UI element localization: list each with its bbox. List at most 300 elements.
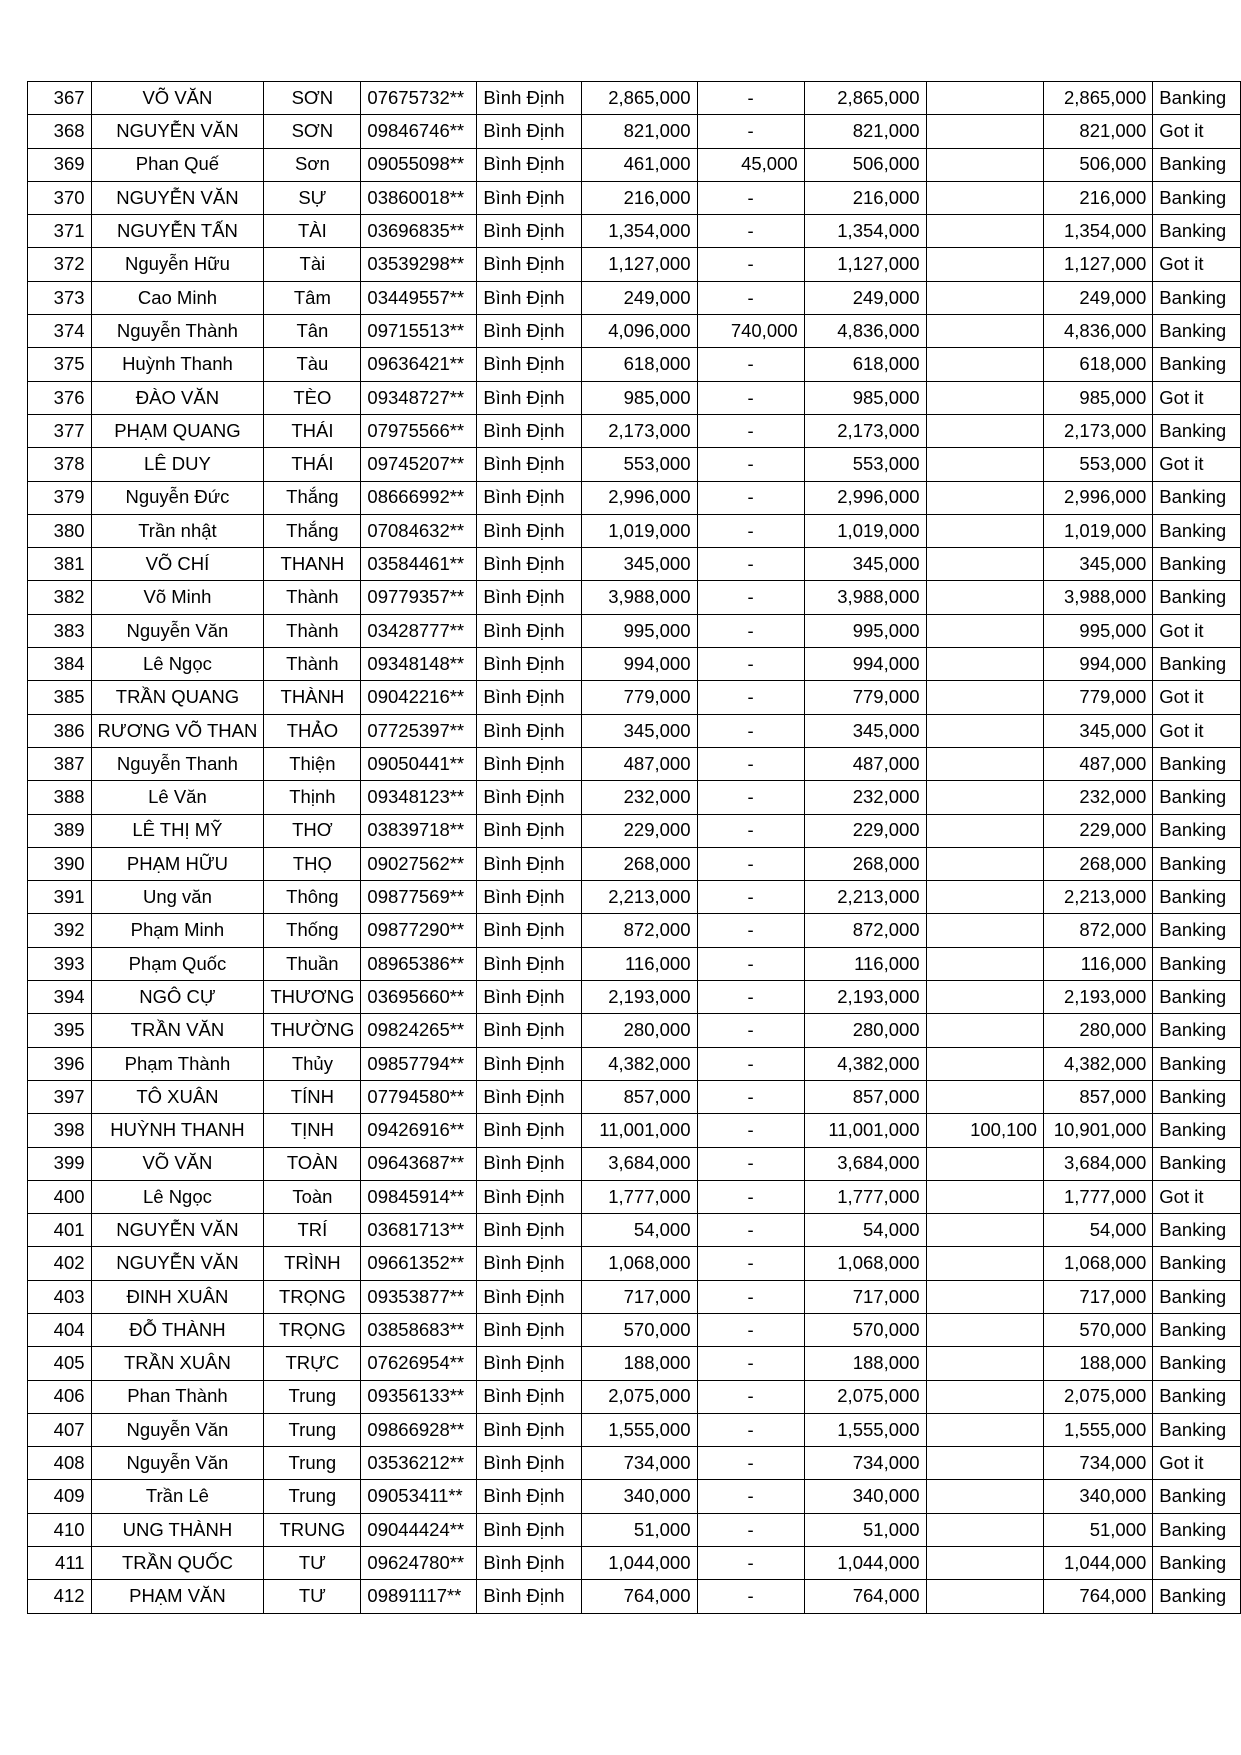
cell-phone-number: 09050441** (361, 747, 477, 780)
cell-province: Bình Định (477, 1280, 581, 1313)
cell-deduction (926, 881, 1043, 914)
cell-family-name: Nguyễn Thanh (91, 747, 264, 780)
cell-bonus: - (697, 1480, 804, 1513)
table-row (28, 781, 1241, 814)
cell-net-amount: 1,777,000 (1043, 1180, 1152, 1213)
cell-phone-number: 09877569** (361, 881, 477, 914)
cell-deduction (926, 1247, 1043, 1280)
cell-payment-method: Banking (1153, 1147, 1241, 1180)
cell-payment-method: Banking (1153, 148, 1241, 181)
cell-deduction (926, 814, 1043, 847)
cell-amount: 994,000 (581, 648, 697, 681)
cell-given-name: THƯỜNG (264, 1014, 361, 1047)
cell-family-name: Huỳnh Thanh (91, 348, 264, 381)
cell-payment-method: Banking (1153, 281, 1241, 314)
cell-bonus: - (697, 714, 804, 747)
cell-net-amount: 570,000 (1043, 1313, 1152, 1346)
cell-province: Bình Định (477, 1413, 581, 1446)
cell-payment-method: Banking (1153, 814, 1241, 847)
cell-bonus: - (697, 747, 804, 780)
cell-amount: 717,000 (581, 1280, 697, 1313)
cell-row-number: 409 (28, 1480, 92, 1513)
cell-net-amount: 1,354,000 (1043, 215, 1152, 248)
cell-amount: 1,127,000 (581, 248, 697, 281)
cell-given-name: Trung (264, 1413, 361, 1446)
cell-family-name: Nguyễn Hữu (91, 248, 264, 281)
cell-phone-number: 09866928** (361, 1413, 477, 1446)
cell-payment-method: Banking (1153, 82, 1241, 115)
cell-deduction (926, 82, 1043, 115)
cell-province: Bình Định (477, 781, 581, 814)
cell-given-name: Thành (264, 614, 361, 647)
cell-family-name: Phạm Quốc (91, 947, 264, 980)
cell-net-amount: 4,836,000 (1043, 315, 1152, 348)
table-row (28, 914, 1241, 947)
cell-province: Bình Định (477, 714, 581, 747)
cell-province: Bình Định (477, 1447, 581, 1480)
cell-phone-number: 09348148** (361, 648, 477, 681)
cell-deduction (926, 1047, 1043, 1080)
cell-bonus: 45,000 (697, 148, 804, 181)
cell-subtotal: 2,996,000 (804, 481, 926, 514)
cell-bonus: - (697, 1014, 804, 1047)
cell-family-name: Lê Văn (91, 781, 264, 814)
cell-amount: 268,000 (581, 847, 697, 880)
cell-payment-method: Banking (1153, 1480, 1241, 1513)
cell-family-name: Lê Ngọc (91, 648, 264, 681)
cell-family-name: NGÔ CỰ (91, 981, 264, 1014)
cell-bonus: - (697, 1047, 804, 1080)
cell-bonus: - (697, 648, 804, 681)
cell-net-amount: 2,213,000 (1043, 881, 1152, 914)
cell-family-name: TRẦN VĂN (91, 1014, 264, 1047)
cell-net-amount: 216,000 (1043, 181, 1152, 214)
cell-net-amount: 872,000 (1043, 914, 1152, 947)
cell-province: Bình Định (477, 448, 581, 481)
table-row (28, 947, 1241, 980)
cell-subtotal: 2,193,000 (804, 981, 926, 1014)
cell-phone-number: 09356133** (361, 1380, 477, 1413)
cell-amount: 340,000 (581, 1480, 697, 1513)
cell-amount: 216,000 (581, 181, 697, 214)
cell-row-number: 394 (28, 981, 92, 1014)
cell-subtotal: 1,555,000 (804, 1413, 926, 1446)
cell-phone-number: 03839718** (361, 814, 477, 847)
cell-row-number: 377 (28, 414, 92, 447)
cell-province: Bình Định (477, 1347, 581, 1380)
cell-family-name: Cao Minh (91, 281, 264, 314)
cell-province: Bình Định (477, 548, 581, 581)
cell-deduction (926, 348, 1043, 381)
table-row (28, 248, 1241, 281)
cell-bonus: - (697, 581, 804, 614)
cell-amount: 1,777,000 (581, 1180, 697, 1213)
cell-subtotal: 995,000 (804, 614, 926, 647)
cell-net-amount: 232,000 (1043, 781, 1152, 814)
cell-given-name: THƯƠNG (264, 981, 361, 1014)
cell-net-amount: 1,019,000 (1043, 514, 1152, 547)
table-row (28, 747, 1241, 780)
cell-payment-method: Banking (1153, 1247, 1241, 1280)
cell-net-amount: 3,988,000 (1043, 581, 1152, 614)
cell-deduction (926, 847, 1043, 880)
cell-row-number: 401 (28, 1214, 92, 1247)
cell-family-name: TRẦN XUÂN (91, 1347, 264, 1380)
cell-deduction (926, 1180, 1043, 1213)
cell-deduction (926, 747, 1043, 780)
cell-amount: 985,000 (581, 381, 697, 414)
cell-family-name: ĐINH XUÂN (91, 1280, 264, 1313)
cell-family-name: Nguyễn Thành (91, 315, 264, 348)
cell-payment-method: Banking (1153, 648, 1241, 681)
cell-row-number: 400 (28, 1180, 92, 1213)
cell-bonus: - (697, 1280, 804, 1313)
cell-given-name: TRÌNH (264, 1247, 361, 1280)
cell-phone-number: 09891117** (361, 1580, 477, 1613)
cell-province: Bình Định (477, 215, 581, 248)
cell-payment-method: Banking (1153, 1380, 1241, 1413)
cell-subtotal: 2,865,000 (804, 82, 926, 115)
cell-net-amount: 717,000 (1043, 1280, 1152, 1313)
cell-subtotal: 345,000 (804, 548, 926, 581)
cell-province: Bình Định (477, 681, 581, 714)
cell-row-number: 380 (28, 514, 92, 547)
cell-given-name: SƠN (264, 115, 361, 148)
table-row (28, 1580, 1241, 1613)
cell-amount: 345,000 (581, 714, 697, 747)
cell-payment-method: Banking (1153, 1547, 1241, 1580)
cell-given-name: SỰ (264, 181, 361, 214)
cell-row-number: 381 (28, 548, 92, 581)
cell-phone-number: 09824265** (361, 1014, 477, 1047)
cell-province: Bình Định (477, 1147, 581, 1180)
cell-province: Bình Định (477, 514, 581, 547)
cell-given-name: TOÀN (264, 1147, 361, 1180)
cell-bonus: - (697, 947, 804, 980)
cell-given-name: TỊNH (264, 1114, 361, 1147)
cell-family-name: TRẦN QUỐC (91, 1547, 264, 1580)
cell-province: Bình Định (477, 881, 581, 914)
cell-subtotal: 232,000 (804, 781, 926, 814)
table-row (28, 381, 1241, 414)
cell-given-name: Trung (264, 1480, 361, 1513)
cell-family-name: Lê Ngọc (91, 1180, 264, 1213)
cell-bonus: - (697, 1547, 804, 1580)
cell-phone-number: 03858683** (361, 1313, 477, 1346)
cell-deduction (926, 614, 1043, 647)
cell-deduction (926, 315, 1043, 348)
table-row (28, 548, 1241, 581)
table-row (28, 1014, 1241, 1047)
cell-deduction (926, 714, 1043, 747)
cell-payment-method: Banking (1153, 1014, 1241, 1047)
cell-subtotal: 553,000 (804, 448, 926, 481)
cell-row-number: 385 (28, 681, 92, 714)
cell-subtotal: 2,173,000 (804, 414, 926, 447)
cell-net-amount: 506,000 (1043, 148, 1152, 181)
cell-amount: 995,000 (581, 614, 697, 647)
cell-row-number: 412 (28, 1580, 92, 1613)
cell-phone-number: 09846746** (361, 115, 477, 148)
cell-phone-number: 03536212** (361, 1447, 477, 1480)
cell-net-amount: 618,000 (1043, 348, 1152, 381)
cell-province: Bình Định (477, 1214, 581, 1247)
cell-province: Bình Định (477, 115, 581, 148)
cell-bonus: - (697, 1513, 804, 1546)
cell-family-name: VÕ CHÍ (91, 548, 264, 581)
cell-family-name: TÔ XUÂN (91, 1080, 264, 1113)
table-row (28, 1447, 1241, 1480)
cell-net-amount: 4,382,000 (1043, 1047, 1152, 1080)
cell-net-amount: 229,000 (1043, 814, 1152, 847)
cell-bonus: - (697, 548, 804, 581)
cell-phone-number: 09027562** (361, 847, 477, 880)
cell-province: Bình Định (477, 1047, 581, 1080)
cell-net-amount: 3,684,000 (1043, 1147, 1152, 1180)
cell-payment-method: Got it (1153, 115, 1241, 148)
cell-row-number: 407 (28, 1413, 92, 1446)
cell-given-name: Tâm (264, 281, 361, 314)
cell-province: Bình Định (477, 315, 581, 348)
cell-family-name: PHẠM HỮU (91, 847, 264, 880)
cell-province: Bình Định (477, 747, 581, 780)
cell-row-number: 391 (28, 881, 92, 914)
cell-given-name: Trung (264, 1447, 361, 1480)
cell-amount: 734,000 (581, 1447, 697, 1480)
cell-deduction (926, 381, 1043, 414)
cell-row-number: 379 (28, 481, 92, 514)
cell-family-name: Nguyễn Văn (91, 1413, 264, 1446)
cell-province: Bình Định (477, 648, 581, 681)
table-row (28, 581, 1241, 614)
cell-subtotal: 1,068,000 (804, 1247, 926, 1280)
table-row (28, 881, 1241, 914)
cell-payment-method: Banking (1153, 1114, 1241, 1147)
cell-given-name: TƯ (264, 1580, 361, 1613)
cell-bonus: - (697, 1147, 804, 1180)
cell-subtotal: 779,000 (804, 681, 926, 714)
cell-row-number: 371 (28, 215, 92, 248)
cell-amount: 229,000 (581, 814, 697, 847)
cell-row-number: 396 (28, 1047, 92, 1080)
cell-bonus: - (697, 1380, 804, 1413)
cell-given-name: Sơn (264, 148, 361, 181)
cell-subtotal: 11,001,000 (804, 1114, 926, 1147)
table-row (28, 414, 1241, 447)
cell-subtotal: 1,354,000 (804, 215, 926, 248)
cell-phone-number: 09857794** (361, 1047, 477, 1080)
cell-amount: 116,000 (581, 947, 697, 980)
table-row (28, 315, 1241, 348)
cell-row-number: 390 (28, 847, 92, 880)
cell-subtotal: 1,777,000 (804, 1180, 926, 1213)
cell-given-name: Thông (264, 881, 361, 914)
cell-subtotal: 764,000 (804, 1580, 926, 1613)
cell-given-name: Thắng (264, 514, 361, 547)
cell-net-amount: 994,000 (1043, 648, 1152, 681)
cell-deduction (926, 281, 1043, 314)
cell-row-number: 383 (28, 614, 92, 647)
cell-family-name: ĐÀO VĂN (91, 381, 264, 414)
cell-given-name: Thiện (264, 747, 361, 780)
cell-given-name: Trung (264, 1380, 361, 1413)
cell-deduction (926, 148, 1043, 181)
cell-payment-method: Got it (1153, 681, 1241, 714)
cell-phone-number: 09426916** (361, 1114, 477, 1147)
cell-net-amount: 1,555,000 (1043, 1413, 1152, 1446)
cell-given-name: Tân (264, 315, 361, 348)
cell-given-name: TÍNH (264, 1080, 361, 1113)
cell-subtotal: 734,000 (804, 1447, 926, 1480)
cell-deduction (926, 1214, 1043, 1247)
cell-deduction (926, 1580, 1043, 1613)
cell-row-number: 382 (28, 581, 92, 614)
cell-deduction (926, 1014, 1043, 1047)
cell-row-number: 392 (28, 914, 92, 947)
cell-payment-method: Banking (1153, 1280, 1241, 1313)
cell-bonus: - (697, 215, 804, 248)
cell-deduction (926, 914, 1043, 947)
cell-bonus: - (697, 448, 804, 481)
cell-province: Bình Định (477, 1513, 581, 1546)
cell-family-name: LÊ DUY (91, 448, 264, 481)
cell-given-name: THANH (264, 548, 361, 581)
cell-deduction (926, 1547, 1043, 1580)
cell-bonus: - (697, 1214, 804, 1247)
cell-subtotal: 268,000 (804, 847, 926, 880)
cell-payment-method: Got it (1153, 1447, 1241, 1480)
cell-province: Bình Định (477, 82, 581, 115)
cell-amount: 3,988,000 (581, 581, 697, 614)
cell-amount: 3,684,000 (581, 1147, 697, 1180)
cell-bonus: - (697, 614, 804, 647)
cell-province: Bình Định (477, 1547, 581, 1580)
cell-given-name: TRỌNG (264, 1280, 361, 1313)
cell-given-name: THÀNH (264, 681, 361, 714)
cell-row-number: 406 (28, 1380, 92, 1413)
cell-given-name: THÁI (264, 414, 361, 447)
cell-deduction (926, 1513, 1043, 1546)
cell-subtotal: 340,000 (804, 1480, 926, 1513)
cell-family-name: TRẦN QUANG (91, 681, 264, 714)
cell-row-number: 370 (28, 181, 92, 214)
cell-subtotal: 4,382,000 (804, 1047, 926, 1080)
cell-phone-number: 08965386** (361, 947, 477, 980)
table-row (28, 847, 1241, 880)
cell-amount: 4,382,000 (581, 1047, 697, 1080)
cell-phone-number: 09845914** (361, 1180, 477, 1213)
cell-bonus: - (697, 847, 804, 880)
cell-payment-method: Banking (1153, 414, 1241, 447)
table-row (28, 481, 1241, 514)
cell-net-amount: 54,000 (1043, 1214, 1152, 1247)
cell-province: Bình Định (477, 181, 581, 214)
table-row (28, 1313, 1241, 1346)
cell-deduction (926, 1380, 1043, 1413)
cell-payment-method: Banking (1153, 947, 1241, 980)
cell-row-number: 393 (28, 947, 92, 980)
cell-amount: 2,173,000 (581, 414, 697, 447)
cell-family-name: Nguyễn Đức (91, 481, 264, 514)
cell-family-name: NGUYỄN VĂN (91, 1214, 264, 1247)
cell-subtotal: 717,000 (804, 1280, 926, 1313)
table-row (28, 1047, 1241, 1080)
cell-bonus: - (697, 981, 804, 1014)
cell-province: Bình Định (477, 1180, 581, 1213)
cell-subtotal: 487,000 (804, 747, 926, 780)
cell-net-amount: 487,000 (1043, 747, 1152, 780)
cell-given-name: THƠ (264, 814, 361, 847)
table-row (28, 1380, 1241, 1413)
cell-row-number: 388 (28, 781, 92, 814)
cell-subtotal: 280,000 (804, 1014, 926, 1047)
cell-phone-number: 03695660** (361, 981, 477, 1014)
cell-row-number: 411 (28, 1547, 92, 1580)
cell-payment-method: Got it (1153, 448, 1241, 481)
cell-deduction (926, 581, 1043, 614)
cell-net-amount: 764,000 (1043, 1580, 1152, 1613)
cell-province: Bình Định (477, 1080, 581, 1113)
cell-family-name: NGUYỄN TẤN (91, 215, 264, 248)
cell-deduction (926, 215, 1043, 248)
cell-given-name: Thủy (264, 1047, 361, 1080)
cell-deduction (926, 548, 1043, 581)
cell-net-amount: 249,000 (1043, 281, 1152, 314)
cell-bonus: - (697, 381, 804, 414)
cell-deduction: 100,100 (926, 1114, 1043, 1147)
table-row (28, 1480, 1241, 1513)
cell-family-name: ĐỖ THÀNH (91, 1313, 264, 1346)
cell-bonus: - (697, 1114, 804, 1147)
cell-family-name: Trần Lê (91, 1480, 264, 1513)
cell-deduction (926, 181, 1043, 214)
cell-payment-method: Banking (1153, 1047, 1241, 1080)
cell-payment-method: Banking (1153, 881, 1241, 914)
cell-phone-number: 09348123** (361, 781, 477, 814)
cell-province: Bình Định (477, 248, 581, 281)
cell-deduction (926, 1447, 1043, 1480)
cell-net-amount: 857,000 (1043, 1080, 1152, 1113)
cell-bonus: - (697, 514, 804, 547)
cell-amount: 764,000 (581, 1580, 697, 1613)
cell-province: Bình Định (477, 1580, 581, 1613)
cell-phone-number: 09779357** (361, 581, 477, 614)
cell-bonus: - (697, 414, 804, 447)
cell-net-amount: 51,000 (1043, 1513, 1152, 1546)
cell-payment-method: Got it (1153, 381, 1241, 414)
table-row (28, 648, 1241, 681)
table-row (28, 1214, 1241, 1247)
cell-amount: 2,075,000 (581, 1380, 697, 1413)
cell-net-amount: 345,000 (1043, 714, 1152, 747)
cell-family-name: Ung văn (91, 881, 264, 914)
cell-row-number: 395 (28, 1014, 92, 1047)
cell-row-number: 404 (28, 1313, 92, 1346)
cell-phone-number: 07794580** (361, 1080, 477, 1113)
cell-net-amount: 345,000 (1043, 548, 1152, 581)
cell-subtotal: 2,075,000 (804, 1380, 926, 1413)
cell-row-number: 397 (28, 1080, 92, 1113)
cell-amount: 618,000 (581, 348, 697, 381)
cell-phone-number: 03428777** (361, 614, 477, 647)
cell-amount: 280,000 (581, 1014, 697, 1047)
cell-phone-number: 03584461** (361, 548, 477, 581)
table-row (28, 1247, 1241, 1280)
cell-deduction (926, 1480, 1043, 1513)
cell-amount: 1,354,000 (581, 215, 697, 248)
cell-row-number: 403 (28, 1280, 92, 1313)
cell-phone-number: 07725397** (361, 714, 477, 747)
